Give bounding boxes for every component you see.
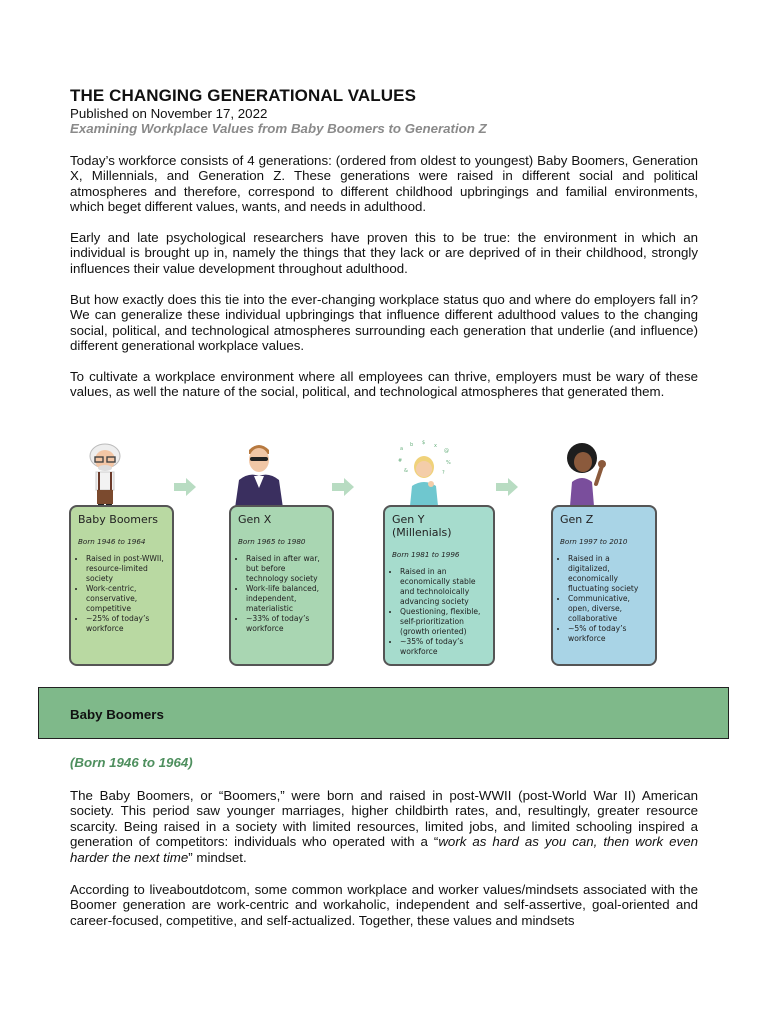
card-title: Baby Boomers: [78, 513, 159, 526]
card-born: Born 1981 to 1996: [392, 550, 460, 559]
card-point: • ~25% of today’s workforce: [86, 614, 165, 634]
card-born: Born 1946 to 1964: [78, 537, 146, 546]
paragraph-text: The Baby Boomers, or “Boomers,” were born and raised in post-WWII (post-World War II) American society. This period saw younger marriages, higher childbirth rates, and, resultingly, greater resource scarcity. Being raised in a society with limited resources, limited jobs, and limited schooling inspired a generation of competitors: individuals who operated with a “: [70, 788, 698, 850]
svg-text:$: $: [422, 440, 426, 446]
svg-text:#: #: [398, 458, 403, 464]
generation-card-gen-z: [551, 505, 657, 666]
card-born: Born 1965 to 1980: [238, 537, 306, 546]
card-title: Gen Z: [560, 513, 594, 526]
intro-paragraph: But how exactly does this tie into the ever-changing workplace status quo and where do employers fall in? We can generalize these individual upbringings that influence different adulthood values to the changing social, political, and technological atmospheres surrounding each generation that underlie (and influence) different generational workplace values.: [70, 292, 698, 354]
section-born-years: (Born 1946 to 1964): [70, 755, 193, 770]
paragraph-text: ” mindset.: [188, 849, 247, 865]
svg-text:@: @: [444, 448, 449, 454]
card-points: [560, 554, 648, 644]
card-point: • Work-life balanced, independent, materialistic: [246, 584, 325, 614]
article-header: [70, 86, 698, 400]
card-points: [392, 567, 486, 657]
card-point: • Communicative, open, diverse, collaborative: [568, 594, 648, 624]
gen-y-figure: [396, 440, 452, 506]
card-points: [78, 554, 165, 634]
gen-x-figure: [229, 440, 289, 508]
page-subtitle: Examining Workplace Values from Baby Boomers to Generation Z: [70, 121, 487, 136]
section-heading: Baby Boomers: [70, 707, 164, 722]
arrow-right-icon: [496, 478, 518, 496]
generations-infographic: [0, 436, 768, 676]
card-title: Gen X: [238, 513, 272, 526]
svg-text:b: b: [410, 442, 414, 448]
generation-card-gen-x: [229, 505, 334, 666]
intro-paragraph: To cultivate a workplace environment where all employees can thrive, employers must be wary of these values, as well the nature of the social, political, and technological atmospheres that generated them.: [70, 369, 698, 400]
card-point: • ~5% of today’s workforce: [568, 624, 648, 644]
page-title: THE CHANGING GENERATIONAL VALUES: [70, 86, 417, 105]
svg-text:%: %: [446, 460, 451, 466]
generation-card-baby-boomers: [69, 505, 174, 666]
body-paragraph: [70, 788, 698, 865]
svg-text:&: &: [404, 468, 408, 474]
card-point: • Raised in post-WWII, resource-limited society: [86, 554, 165, 584]
arrow-right-icon: [174, 478, 196, 496]
card-point: • Work-centric, conservative, competitive: [86, 584, 165, 614]
arrow-right-icon: [332, 478, 354, 496]
card-point: • Raised in after war, but before technology society: [246, 554, 325, 584]
gen-z-figure: [562, 440, 612, 506]
intro-paragraph: Today’s workforce consists of 4 generations: (ordered from oldest to youngest) Baby Boomers, Generation X, Millennials, and Generation Z. These generations were raised in different social and political atmospheres and therefore, correspond to different childhood upbringings and familial environments, which beget different values, wants, and needs in adulthood.: [70, 153, 698, 215]
svg-text:?: ?: [442, 470, 445, 476]
card-points: [238, 554, 325, 634]
svg-text:a: a: [400, 446, 404, 452]
baby-boomer-figure: [82, 442, 128, 508]
publish-date: Published on November 17, 2022: [70, 106, 268, 121]
card-point: • ~33% of today’s workforce: [246, 614, 325, 634]
body-paragraph: According to liveaboutdotcom, some common workplace and worker values/mindsets associated with the Boomer generation are work-centric and workaholic, independent and self-assertive, goal-oriented and career-focused, competitive, and self-actualized. Together, these values and mindsets: [70, 882, 698, 928]
card-point: • Raised in a digitalized, economically fluctuating society: [568, 554, 648, 594]
generation-card-gen-y: [383, 505, 495, 666]
quoted-mindset: work as hard as you can, then work even harder the next time: [70, 834, 698, 865]
intro-paragraph: Early and late psychological researchers have proven this to be true: the environment in which an individual is brought up in, namely the things that they lack or are deprived of in their childhood, strongly influences their value development throughout adulthood.: [70, 230, 698, 276]
card-point: • Raised in an economically stable and technoloically advancing society: [400, 567, 486, 607]
card-point: • ~35% of today’s workforce: [400, 637, 486, 657]
section-heading-band: [38, 687, 729, 739]
card-point: • Questioning, flexible, self-prioritization (growth oriented): [400, 607, 486, 637]
card-title: Gen Y (Millenials): [392, 513, 452, 539]
svg-text:x: x: [434, 443, 437, 449]
card-born: Born 1997 to 2010: [560, 537, 628, 546]
